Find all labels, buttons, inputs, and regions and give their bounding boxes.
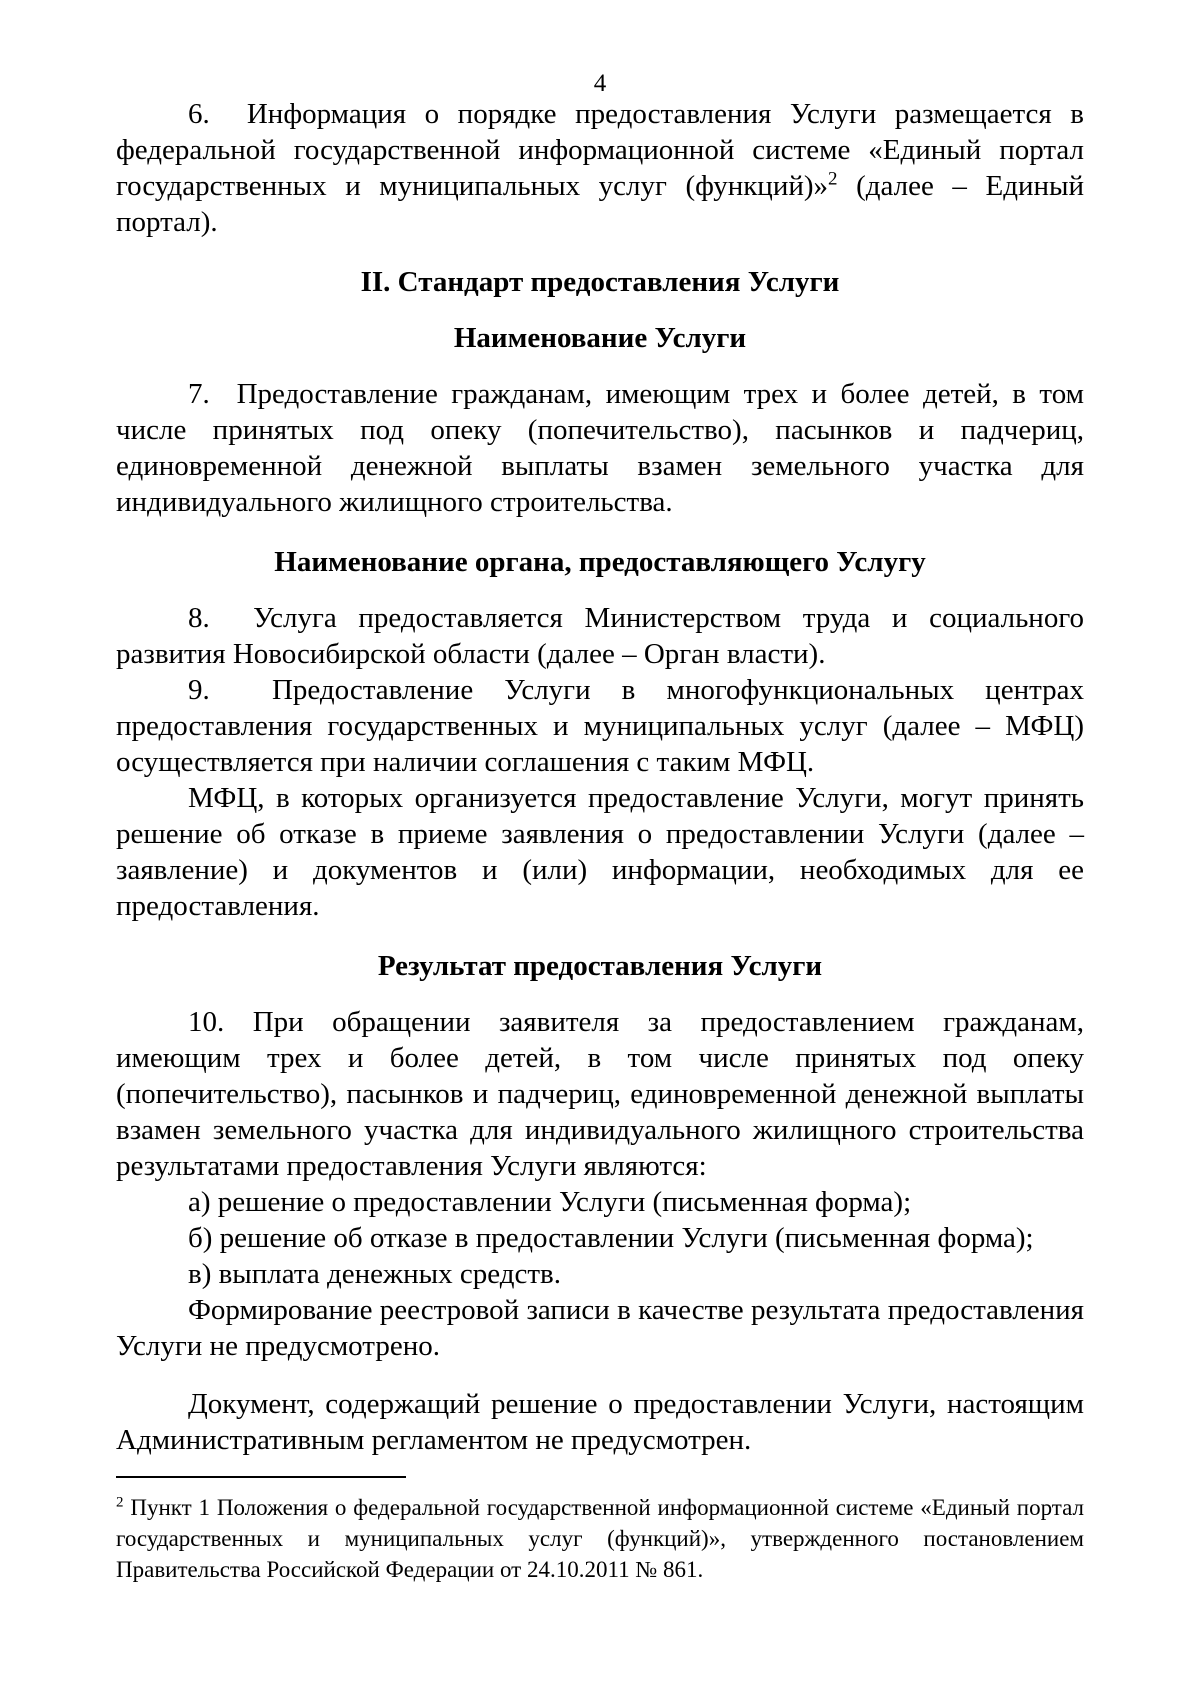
document-body [116,96,1084,1458]
footnote-number: 2 [116,1494,124,1511]
paragraph-10: 10. При обращении заявителя за предоставлением гражданам, имеющим трех и более детей, в том числе принятых под опеку (попечительство), пасынков и падчериц, единовременной денежной выплаты взамен земельного участка для индивидуального жилищного строительства результатами предоставления Услуги являются: [116,1006,1084,1182]
paragraph-registry-record: Формирование реестровой записи в качестве результата предоставления Услуги не предусмотрено. [116,1294,1084,1362]
paragraph-decision-document: Документ, содержащий решение о предоставлении Услуги, настоящим Административным регламентом не предусмотрен. [116,1388,1084,1456]
section-title: II. Стандарт предоставления Услуги [360,266,840,298]
paragraph-8: 8. Услуга предоставляется Министерством труда и социального развития Новосибирской области (далее – Орган власти). [116,602,1084,670]
result-item-a: а) решение о предоставлении Услуги (письменная форма); [188,1186,912,1218]
heading-authority-name: Наименование органа, предоставляющего Услугу [274,546,926,578]
footnote-divider [116,1476,406,1478]
paragraph-6-text: 6. Информация о порядке предоставления Услуги размещается в федеральной государственной информационной системе «Единый портал государственных и муниципальных услуг (функций)» [116,98,1084,202]
footnote-text: Пункт 1 Положения о федеральной государственной информационной системе «Единый портал государственных и муниципальных услуг (функций)», утвержденного постановлением Правительства Российской Федерации от 24.10.2011 № 861. [116,1495,1084,1582]
page-number: 4 [593,70,607,97]
paragraph-9-mfc: МФЦ, в которых организуется предоставление Услуги, могут принять решение об отказе в приеме заявления о предоставлении Услуги (далее – заявление) и документов и (или) информации, необходимых для ее предоставления. [116,782,1084,922]
heading-service-result: Результат предоставления Услуги [377,950,823,982]
paragraph-6 [116,96,1084,240]
paragraph-7: 7. Предоставление гражданам, имеющим трех и более детей, в том числе принятых под опеку (попечительство), пасынков и падчериц, единовременной денежной выплаты взамен земельного участка для индивидуального жилищного строительства. [116,378,1084,518]
paragraph-6-text-end: (далее – Единый портал). [116,170,1085,238]
result-item-b: б) решение об отказе в предоставлении Услуги (письменная форма); [188,1222,1034,1254]
footnote-reference[interactable]: 2 [828,168,838,190]
result-item-c: в) выплата денежных средств. [188,1258,561,1290]
paragraph-9: 9. Предоставление Услуги в многофункциональных центрах предоставления государственных и муниципальных услуг (далее – МФЦ) осуществляется при наличии соглашения с таким МФЦ. [116,674,1084,778]
heading-service-name: Наименование Услуги [453,322,747,354]
footnote [116,1492,1084,1585]
